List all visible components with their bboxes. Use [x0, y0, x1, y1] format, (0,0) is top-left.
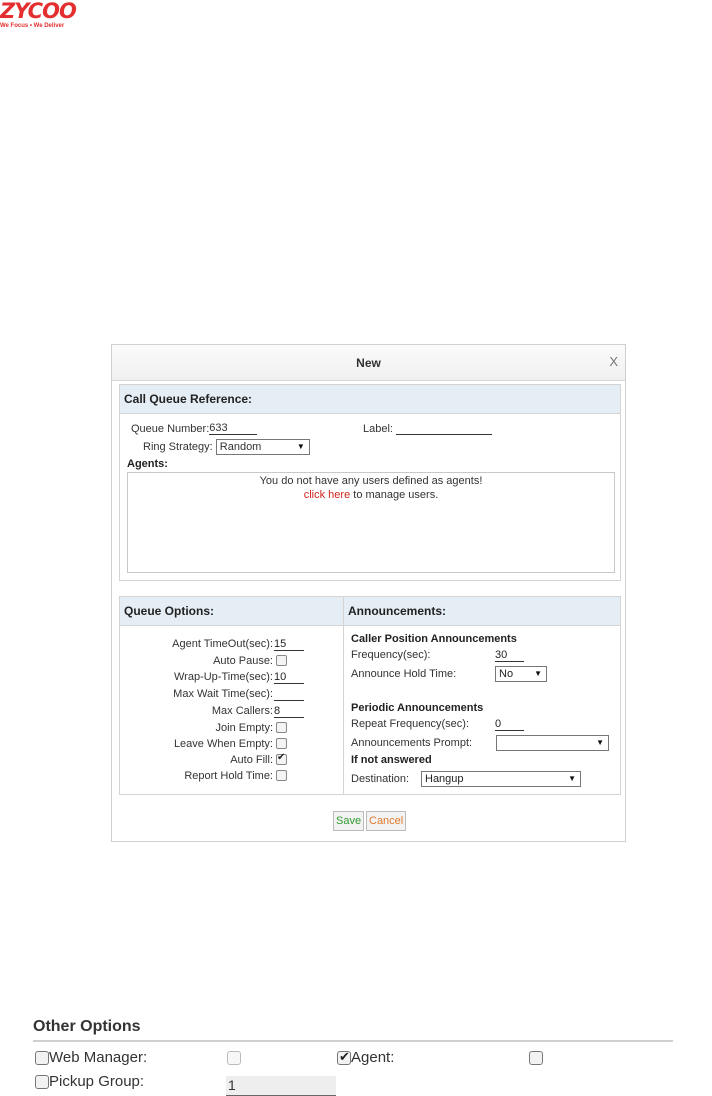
- announcements-prompt-select[interactable]: [496, 735, 609, 751]
- max-wait-input[interactable]: [274, 688, 304, 701]
- ring-strategy-label: Ring Strategy:: [143, 440, 213, 453]
- auto-pause-label: Auto Pause:: [213, 655, 273, 667]
- label-row: [363, 422, 492, 435]
- call-queue-reference-section: [119, 384, 621, 581]
- queue-number-label: Queue Number:: [131, 423, 210, 435]
- announce-hold-time-label: Announce Hold Time:: [351, 668, 457, 680]
- pickup-group-label: Pickup Group:: [49, 1073, 145, 1090]
- wrap-up-label: Wrap-Up-Time(sec):: [173, 671, 273, 683]
- other-options-title: Other Options: [33, 1018, 673, 1042]
- ring-strategy-value: Random: [219, 441, 262, 453]
- cancel-button[interactable]: Cancel: [366, 811, 406, 831]
- report-hold-time-checkbox[interactable]: [276, 770, 287, 781]
- ring-strategy-select[interactable]: [216, 439, 310, 455]
- dialog-title: New: [356, 356, 381, 370]
- chevron-down-icon: ▼: [568, 774, 576, 783]
- pickup-group-row: [35, 1073, 144, 1090]
- agents-empty-message: [128, 474, 614, 502]
- agents-empty-line: You do not have any users defined as agents!: [259, 475, 483, 487]
- agent-label: Agent:: [351, 1049, 395, 1066]
- destination-label: Destination:: [351, 773, 410, 785]
- queue-options-heading: Queue Options:: [120, 597, 343, 626]
- frequency-label: Frequency(sec):: [351, 649, 431, 661]
- if-not-answered-heading: If not answered: [351, 754, 432, 766]
- section-heading: Call Queue Reference:: [120, 385, 620, 414]
- repeat-frequency-input[interactable]: 0: [495, 718, 524, 731]
- destination-value: Hangup: [425, 773, 464, 785]
- web-manager-checkbox[interactable]: [35, 1051, 49, 1065]
- new-queue-dialog: [111, 344, 626, 842]
- agent-timeout-label: Agent TimeOut(sec):: [172, 638, 273, 650]
- max-callers-label: Max Callers:: [211, 705, 273, 717]
- web-manager-row: [35, 1049, 147, 1066]
- join-empty-label: Join Empty:: [215, 722, 273, 734]
- wrap-up-input[interactable]: 10: [274, 671, 304, 684]
- logo-tagline: We Focus • We Deliver: [0, 23, 65, 29]
- agent-timeout-input[interactable]: 15: [274, 638, 304, 651]
- chevron-down-icon: ▼: [296, 442, 305, 451]
- repeat-frequency-label: Repeat Frequency(sec):: [351, 718, 469, 730]
- max-callers-input[interactable]: 8: [274, 705, 304, 718]
- chevron-down-icon: ▼: [534, 669, 542, 678]
- agent-checkbox[interactable]: [337, 1051, 351, 1065]
- leave-when-empty-checkbox[interactable]: [276, 738, 287, 749]
- dialog-header: [112, 345, 625, 381]
- label-input[interactable]: [396, 422, 492, 435]
- queue-number-input[interactable]: 633: [209, 422, 257, 435]
- agents-manage-text: to manage users.: [350, 489, 439, 501]
- options-divider: [343, 597, 344, 794]
- agent-row: [337, 1049, 394, 1066]
- announce-hold-time-value: No: [499, 668, 514, 680]
- destination-select[interactable]: [421, 771, 581, 787]
- auto-fill-checkbox[interactable]: [276, 754, 287, 765]
- zycoo-logo: [0, 0, 90, 34]
- chevron-down-icon: ▼: [596, 738, 604, 747]
- announcements-prompt-label: Announcements Prompt:: [351, 737, 473, 749]
- pickup-group-input[interactable]: 1: [226, 1076, 336, 1096]
- label-label: Label:: [363, 423, 393, 435]
- announce-hold-time-select[interactable]: [495, 666, 547, 682]
- other-options-section: [33, 1018, 673, 1093]
- web-manager-enable-checkbox[interactable]: [227, 1051, 241, 1065]
- max-wait-label: Max Wait Time(sec):: [173, 688, 273, 700]
- save-button[interactable]: Save: [333, 811, 364, 831]
- ring-strategy-row: [143, 439, 310, 455]
- agents-label: Agents:: [127, 458, 168, 470]
- close-icon[interactable]: X: [609, 354, 618, 369]
- auto-pause-checkbox[interactable]: [276, 655, 287, 666]
- agents-manage-line: [128, 488, 614, 502]
- queue-number-row: [131, 422, 257, 435]
- manage-users-link[interactable]: click here: [303, 489, 351, 501]
- report-hold-time-label: Report Hold Time:: [184, 770, 273, 782]
- web-manager-label: Web Manager:: [49, 1049, 148, 1066]
- leave-when-empty-label: Leave When Empty:: [173, 738, 273, 750]
- announcements-heading: Announcements:: [344, 597, 620, 626]
- options-section: [119, 596, 621, 795]
- agent-enable-checkbox[interactable]: [529, 1051, 543, 1065]
- logo-brand: ZYCOO: [0, 0, 76, 23]
- caller-position-heading: Caller Position Announcements: [351, 633, 517, 645]
- agents-list-box[interactable]: [127, 472, 615, 573]
- frequency-input[interactable]: 30: [495, 649, 524, 662]
- periodic-announcements-heading: Periodic Announcements: [351, 702, 484, 714]
- join-empty-checkbox[interactable]: [276, 722, 287, 733]
- auto-fill-label: Auto Fill:: [230, 754, 273, 766]
- pickup-group-checkbox[interactable]: [35, 1075, 49, 1089]
